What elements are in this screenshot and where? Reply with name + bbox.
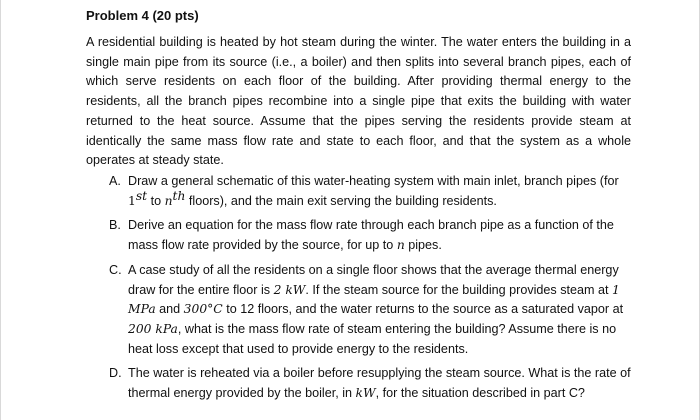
part-a-letter: A.: [109, 174, 121, 188]
part-c: [109, 261, 631, 360]
problem-intro: A residential building is heated by hot steam during the winter. The water enters the building in a single main pipe from its source (i.e., a boiler) and then splits into several branch pipes, each of which serve residents on each floor of the building. After providing thermal energy to the residents, all the branch pipes recombine into a single pipe that exits the building with water returned to the heat source. Assume that the pipes serving the residents provide steam at identically the same mass flow rate and state to each floor, and that the system as a whole operates at steady state.: [86, 35, 631, 168]
part-d: [109, 364, 631, 403]
part-b-text: Derive an equation for the mass flow rate through each branch pipe as a function of the mass flow rate provided by the source, for up to n pipes.: [128, 218, 614, 253]
parts-list: [109, 172, 631, 404]
part-a: [109, 172, 631, 211]
part-c-text: A case study of all the residents on a single floor shows that the average thermal energy draw for the entire floor is 2 kW. If the steam source for the building provides steam at 1 MPa and 300°C to 12 floors, and the water returns to the source as a saturated vapor at 200 kPa, what is the mass flow rate of steam entering the building? Assume there is no heat loss except that used to provide energy to the residents.: [128, 262, 624, 356]
part-a-text: Draw a general schematic of this water-heating system with main inlet, branch pipes (for 1st to $n^{th}$ floors), and the main exit serving the building residents.: [128, 174, 619, 208]
part-c-letter: C.: [109, 262, 122, 277]
part-b-letter: B.: [109, 218, 121, 233]
part-d-letter: D.: [109, 366, 122, 381]
part-b: [109, 216, 631, 255]
problem-title: Problem 4 (20 pts): [86, 8, 199, 23]
part-d-text: The water is reheated via a boiler before resupplying the steam source. What is the rate of thermal energy provided by the boiler, in kW, for the situation described in part C?: [128, 366, 631, 401]
